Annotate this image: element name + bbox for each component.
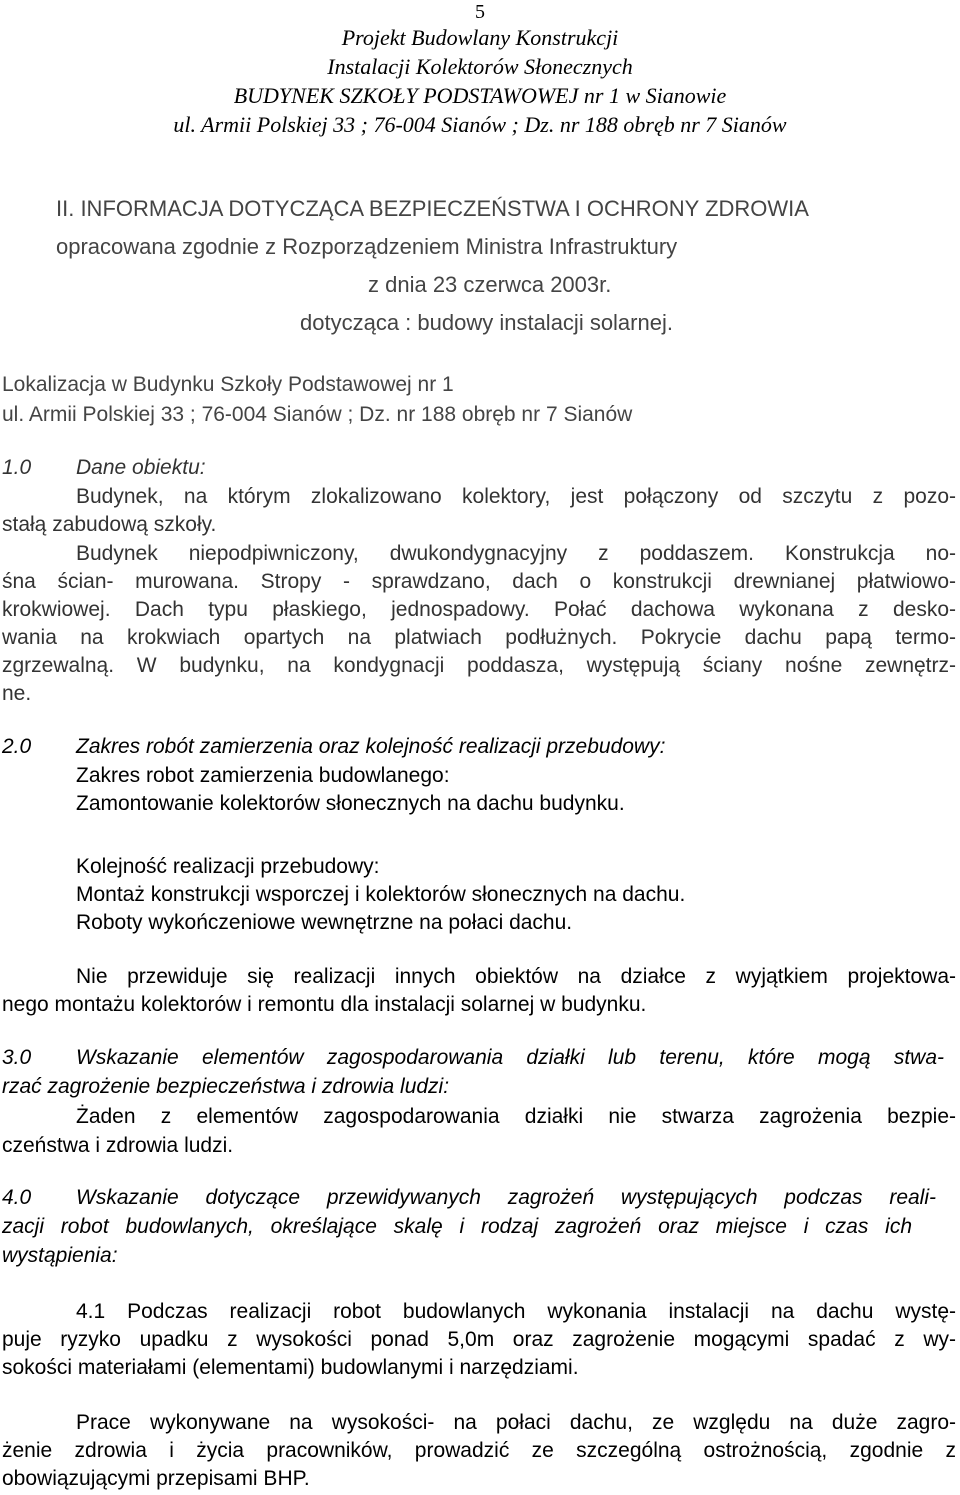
section-4-number: 4.0 [2, 1186, 32, 1209]
section-1-heading: Dane obiektu: [76, 456, 206, 479]
section-4-text-line: sokości materiałami (elementami) budowlanymi i narzędziami. [2, 1356, 579, 1379]
section-1-text-line: Budynek niepodpiwniczony, dwukondygnacyjny z poddaszem. Konstrukcja no- [76, 542, 956, 565]
section-3-text-line: czeństwa i zdrowia ludzi. [2, 1134, 234, 1157]
section-2-text-line: Zakres robot zamierzenia budowlanego: [76, 764, 450, 787]
page-number: 5 [475, 1, 485, 23]
header-line-1: Projekt Budowlany Konstrukcji [341, 25, 619, 50]
section-4-heading: Wskazanie dotyczące przewidywanych zagrożeń występujących podczas reali- [76, 1186, 936, 1209]
section-1-text-line: stałą zabudową szkoły. [2, 513, 217, 536]
section-3-number: 3.0 [2, 1046, 32, 1069]
section-4-text-line: puje ryzyko upadku z wysokości ponad 5,0m oraz zagrożenie mogącymi spadać z wy- [2, 1328, 956, 1351]
section-2-text-line: Nie przewiduje się realizacji innych obiektów na działce z wyjątkiem projektowa- [76, 965, 956, 988]
section-4-heading: wystąpienia: [2, 1244, 118, 1267]
section-3-heading: rzać zagrożenie bezpieczeństwa i zdrowia ludzi: [2, 1075, 450, 1098]
section-4-heading: zacji robot budowlanych, określające skalę i rodzaj zagrożeń oraz miejsce i czas ich [2, 1215, 912, 1238]
section-4-text-line: 4.1 Podczas realizacji robot budowlanych wykonania instalacji na dachu wystę- [76, 1300, 956, 1323]
title-regulation: opracowana zgodnie z Rozporządzeniem Ministra Infrastruktury [56, 234, 678, 259]
section-title: II. INFORMACJA DOTYCZĄCA BEZPIECZEŃSTWA I OCHRONY ZDROWIA [56, 196, 809, 221]
section-3-text-line: Żaden z elementów zagospodarowania działki nie stwarza zagrożenia bezpie- [76, 1105, 956, 1128]
section-4-text-line: obowiązującymi przepisami BHP. [2, 1467, 310, 1490]
header-line-2: Instalacji Kolektorów Słonecznych [327, 54, 633, 79]
section-2-text-line: nego montażu kolektorów i remontu dla instalacji solarnej w budynku. [2, 993, 647, 1016]
section-1-text-line: wania na krokwiach opartych na platwiach podłużnych. Pokrycie dachu papą termo- [2, 626, 956, 649]
header-line-3: BUDYNEK SZKOŁY PODSTAWOWEJ nr 1 w Sianowie [233, 83, 727, 108]
section-1-number: 1.0 [2, 456, 32, 479]
section-1-text-line: ne. [2, 682, 32, 705]
section-1-text-line: zgrzewalną. W budynku, na kondygnacji poddasza, występują ściany nośne zewnętrz- [2, 654, 956, 677]
location-line-1: Lokalizacja w Budynku Szkoły Podstawowej nr 1 [2, 373, 454, 396]
location-line-2: ul. Armii Polskiej 33 ; 76-004 Sianów ; Dz. nr 188 obręb nr 7 Sianów [2, 403, 633, 426]
section-2-text-line: Roboty wykończeniowe wewnętrzne na połaci dachu. [76, 911, 573, 934]
section-4-text-line: Prace wykonywane na wysokości- na połaci dachu, ze względu na duże zagro- [76, 1411, 956, 1434]
section-1-text-line: śna ścian- murowana. Stropy - sprawdzano, dach o konstrukcji drewnianej płatwiowo- [2, 570, 956, 593]
section-1-text-line: Budynek, na którym zlokalizowano kolektory, jest połączony od szczytu z pozo- [76, 485, 956, 508]
section-2-text-line: Zamontowanie kolektorów słonecznych na dachu budynku. [76, 792, 625, 815]
section-2-text-line: Kolejność realizacji przebudowy: [76, 855, 380, 878]
section-2-text-line: Montaż konstrukcji wsporczej i kolektorów słonecznych na dachu. [76, 883, 686, 906]
section-1-text-line: krokwiowej. Dach typu płaskiego, jednospadowy. Połać dachowa wykonana z desko- [2, 598, 956, 621]
header-line-4: ul. Armii Polskiej 33 ; 76-004 Sianów ; Dz. nr 188 obręb nr 7 Sianów [173, 112, 787, 137]
section-4-text-line: żenie zdrowia i życia pracowników, prowadzić ze szczególną ostrożnością, zgodnie z [2, 1439, 956, 1462]
title-date: z dnia 23 czerwca 2003r. [368, 272, 612, 297]
section-2-number: 2.0 [2, 735, 32, 758]
section-2-heading: Zakres robót zamierzenia oraz kolejność realizacji przebudowy: [76, 735, 666, 758]
section-3-heading: Wskazanie elementów zagospodarowania działki lub terenu, które mogą stwa- [76, 1046, 944, 1069]
title-subject: dotycząca : budowy instalacji solarnej. [300, 310, 673, 335]
